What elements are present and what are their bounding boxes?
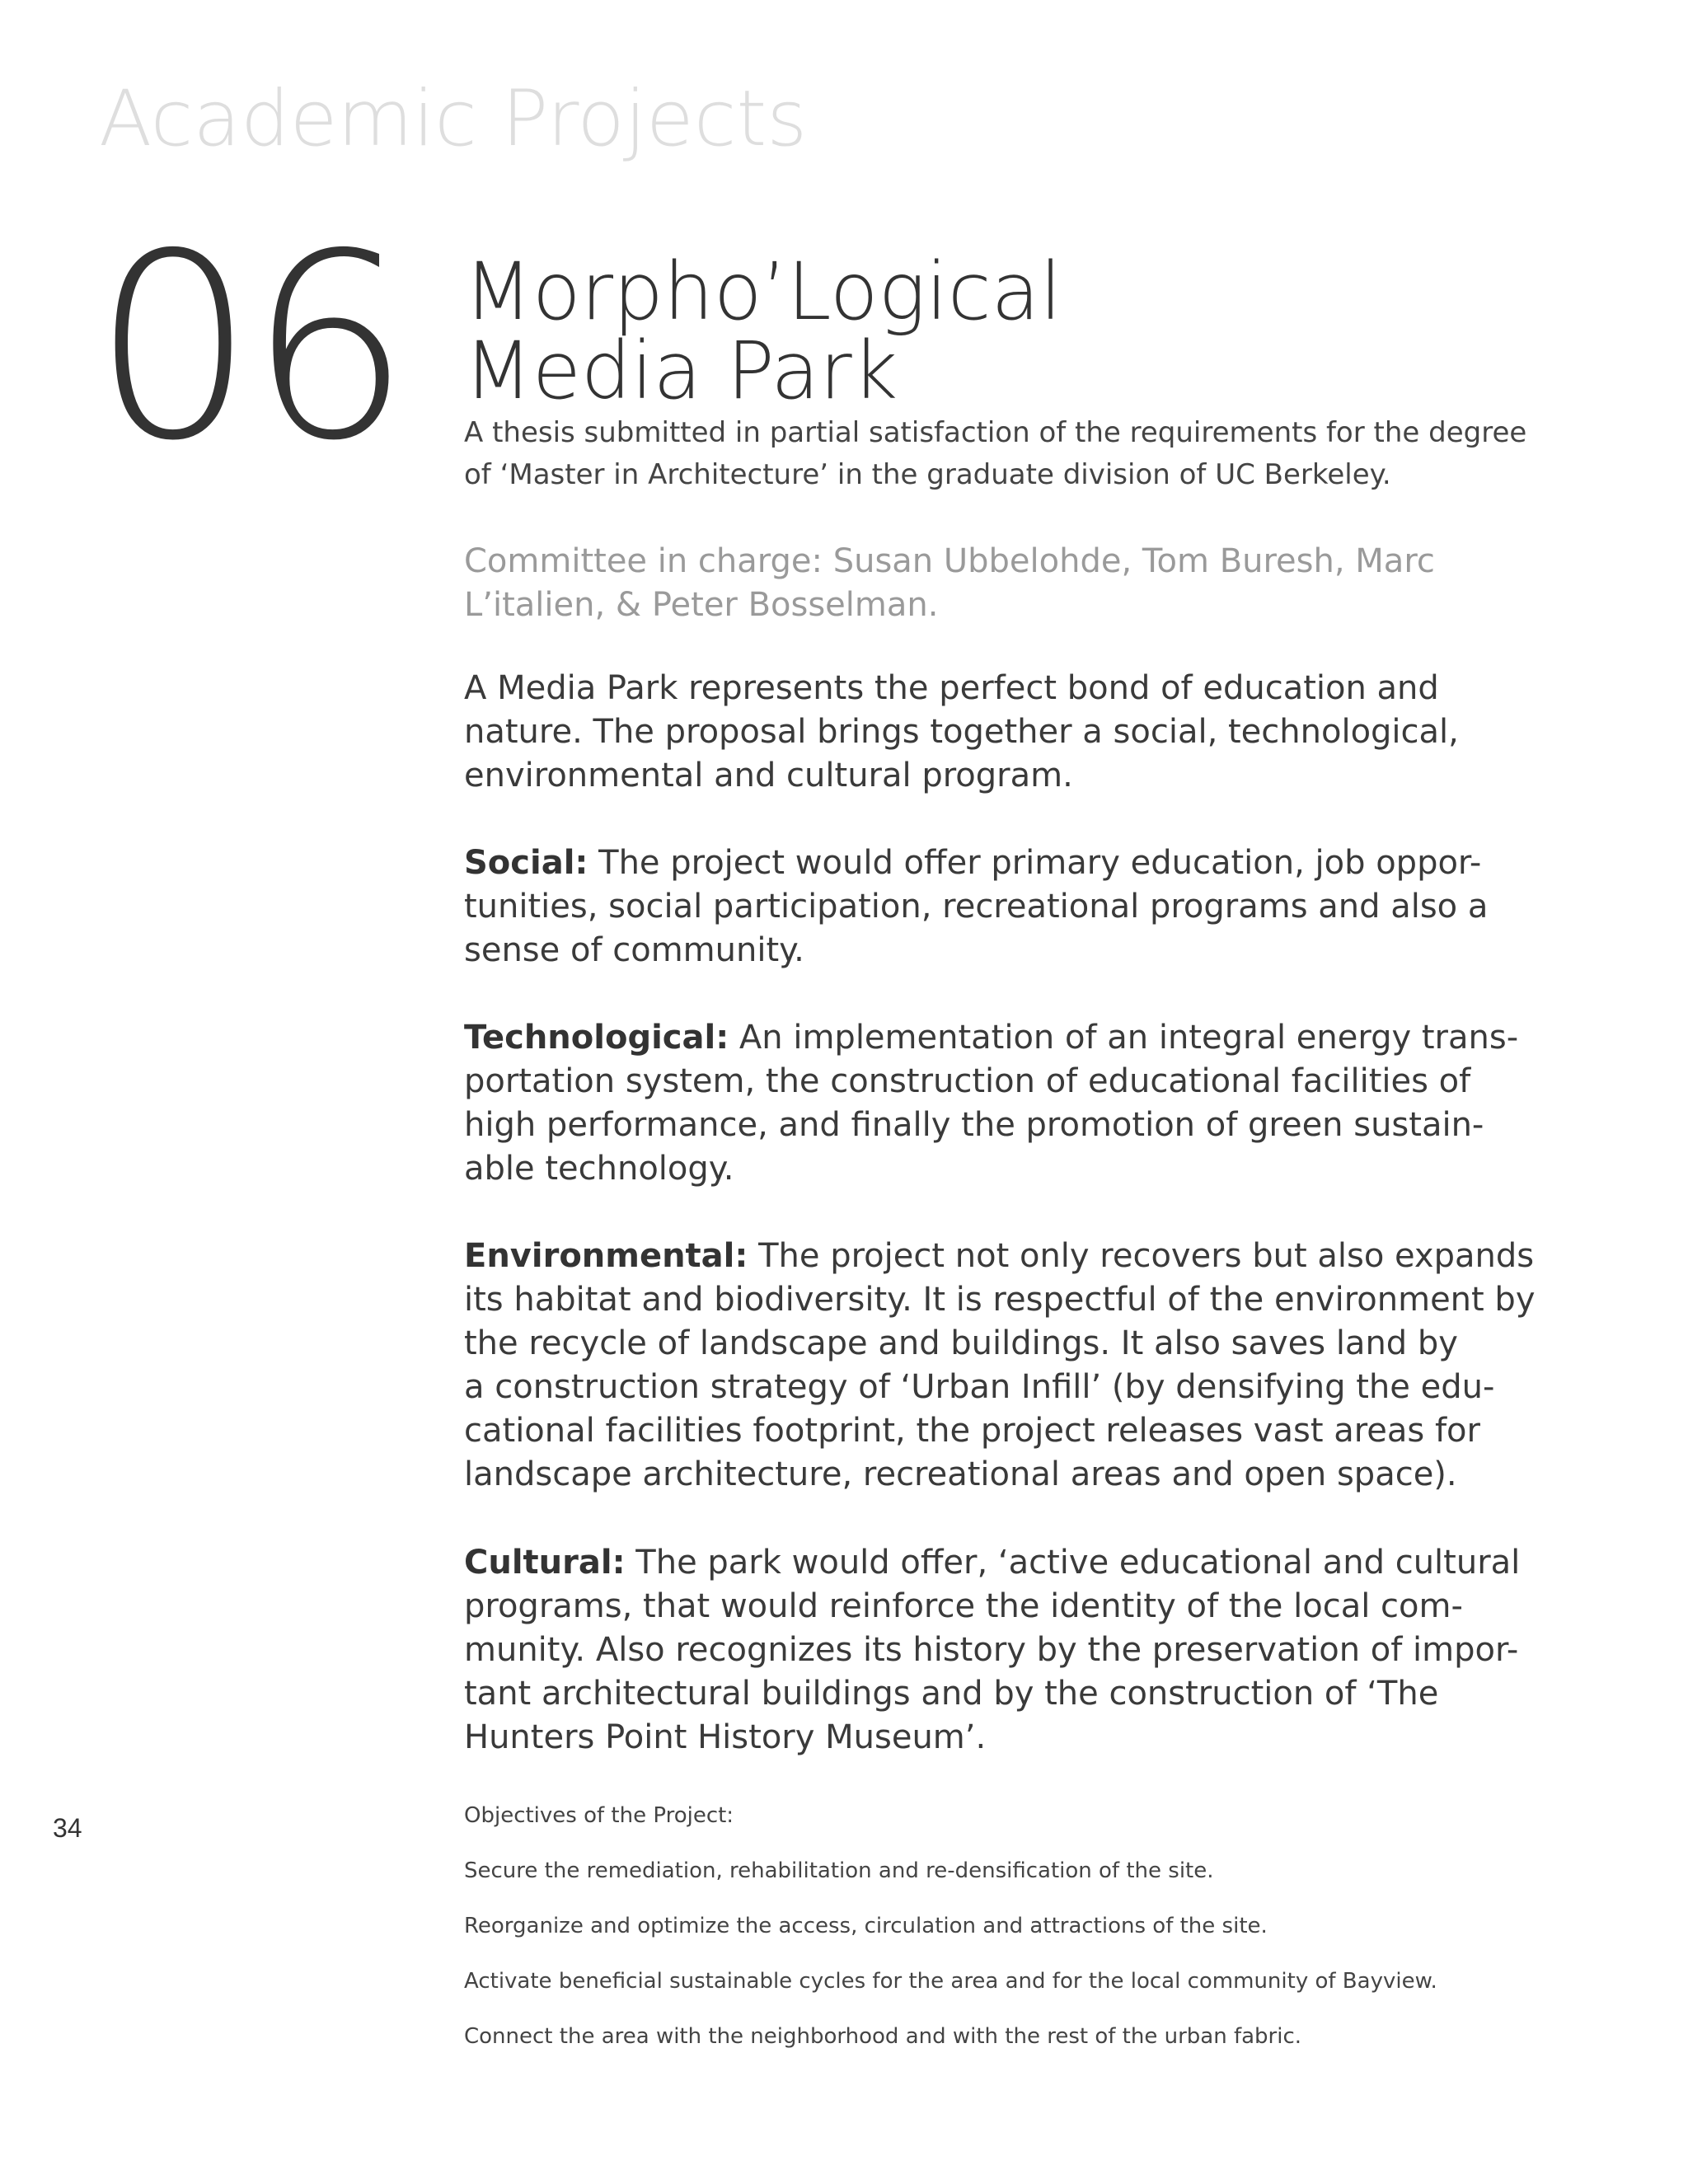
- paragraph-line: able technology.: [464, 1150, 734, 1188]
- paragraph-line: environmental and cultural program.: [464, 757, 1073, 794]
- objective-item: Reorganize and optimize the access, circulation and attractions of the site.: [464, 1914, 1268, 1938]
- page-number: 34: [53, 1813, 82, 1843]
- intro-paragraph: [464, 667, 1486, 798]
- committee-line: L’italien, & Peter Bosselman.: [464, 586, 939, 624]
- environmental-label: Environmental:: [464, 1237, 748, 1275]
- environmental-text: The project not only recovers but also expands: [748, 1237, 1535, 1275]
- paragraph-line: landscape architecture, recreational areas and open space).: [464, 1455, 1457, 1493]
- paragraph-line: [464, 1235, 1535, 1278]
- cultural-text: The park would offer, ‘active educational and cultural: [625, 1544, 1521, 1582]
- project-title: [464, 246, 1062, 417]
- paragraph-line: cational facilities footprint, the project releases vast areas for: [464, 1412, 1480, 1450]
- paragraph-line: nature. The proposal brings together a social, technological,: [464, 713, 1459, 751]
- cultural-label: Cultural:: [464, 1544, 626, 1582]
- paragraph-line: its habitat and biodiversity. It is respectful of the environment by: [464, 1281, 1536, 1319]
- paragraph-line: tunities, social participation, recreational programs and also a: [464, 888, 1489, 926]
- objectives-list: [464, 1803, 1486, 2079]
- thesis-line: of ‘Master in Architecture’ in the graduate division of UC Berkeley.: [464, 458, 1391, 491]
- paragraph-line: [464, 1016, 1519, 1060]
- cultural-paragraph: [464, 1541, 1521, 1760]
- technological-text: An implementation of an integral energy trans-: [729, 1019, 1519, 1057]
- objective-item: Secure the remediation, rehabilitation and re-densification of the site.: [464, 1858, 1214, 1883]
- paragraph-line: a construction strategy of ‘Urban Infill’ (by densifying the edu-: [464, 1368, 1495, 1406]
- paragraph-line: tant architectural buildings and by the construction of ‘The: [464, 1675, 1439, 1713]
- committee-text: [464, 540, 1486, 627]
- paragraph-line: A Media Park represents the perfect bond of education and: [464, 669, 1439, 707]
- paragraph-line: high performance, and finally the promotion of green sustain-: [464, 1106, 1484, 1144]
- project-title-line1: Morpho’Logical: [464, 246, 1062, 338]
- paragraph-line: portation system, the construction of educational facilities of: [464, 1062, 1471, 1100]
- social-paragraph: [464, 841, 1489, 972]
- objective-item: Connect the area with the neighborhood and with the rest of the urban fabric.: [464, 2024, 1302, 2049]
- objective-item: Activate beneficial sustainable cycles for the area and for the local community of Bayview.: [464, 1969, 1437, 1994]
- paragraph-line: the recycle of landscape and buildings. It also saves land by: [464, 1324, 1458, 1362]
- thesis-statement: [464, 412, 1527, 496]
- chapter-number: 06: [92, 199, 405, 497]
- social-label: Social:: [464, 844, 588, 882]
- paragraph-line: [464, 1541, 1521, 1585]
- objectives-heading: Objectives of the Project:: [464, 1803, 734, 1828]
- thesis-line: A thesis submitted in partial satisfaction of the requirements for the degree: [464, 416, 1527, 449]
- paragraph-line: [464, 841, 1486, 885]
- committee-line: Committee in charge: Susan Ubbelohde, Tom Buresh, Marc: [464, 542, 1435, 580]
- paragraph-line: programs, that would reinforce the identity of the local com-: [464, 1587, 1463, 1625]
- paragraph-line: sense of community.: [464, 931, 804, 969]
- paragraph-line: Hunters Point History Museum’.: [464, 1718, 987, 1756]
- technological-label: Technological:: [464, 1019, 729, 1057]
- section-title: Academic Projects: [99, 74, 808, 164]
- paragraph-line: munity. Also recognizes its history by the preservation of impor-: [464, 1631, 1519, 1669]
- environmental-paragraph: [464, 1235, 1536, 1497]
- technological-paragraph: [464, 1016, 1519, 1191]
- project-title-line2: Media Park: [464, 325, 898, 417]
- social-text: The project would offer primary education, job oppor-: [588, 844, 1482, 882]
